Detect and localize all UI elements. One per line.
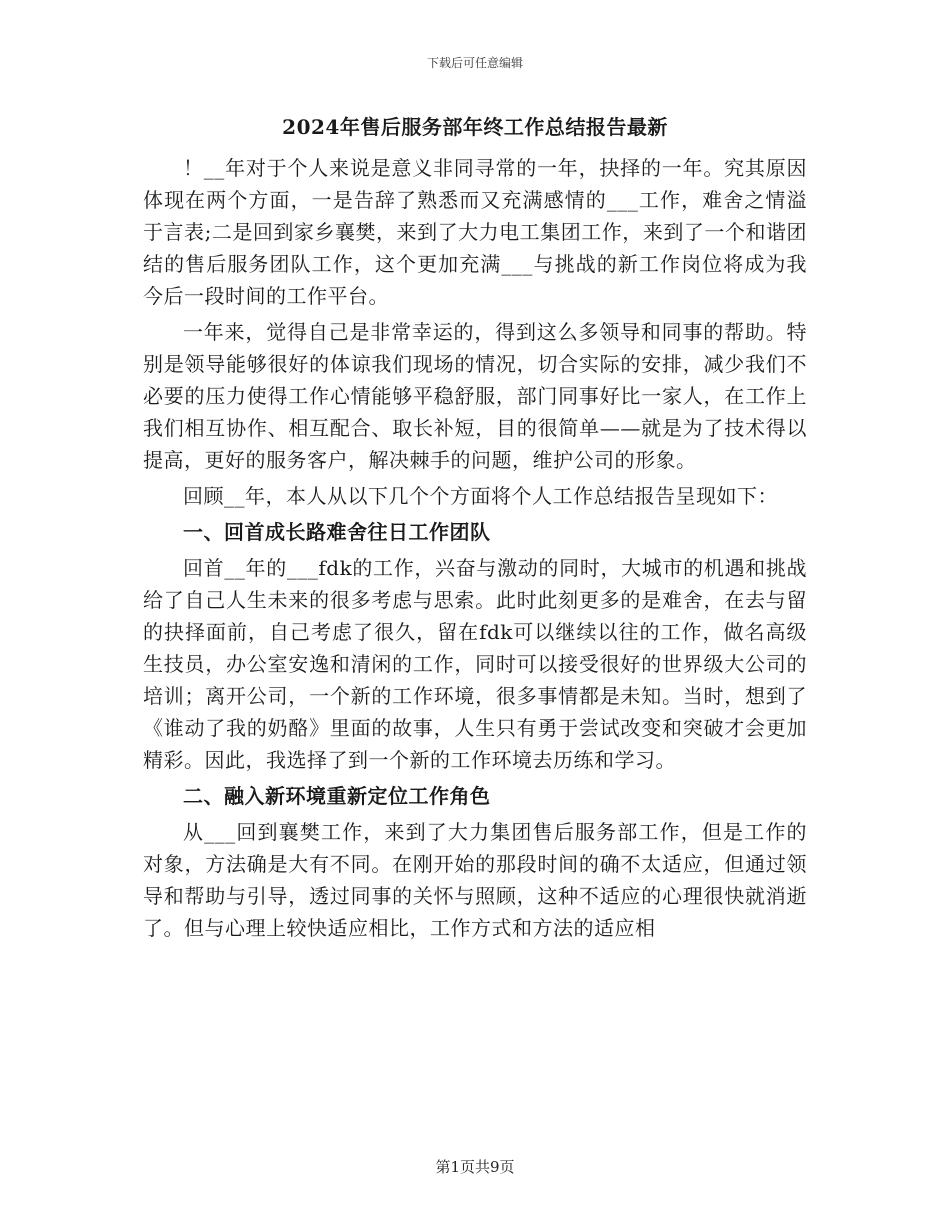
paragraph-intro: ！__年对于个人来说是意义非同寻常的一年，抉择的一年。究其原因体现在两个方面，一是告辞了熟悉而又充满感情的___工作，难舍之情溢于言表;二是回到家乡襄樊，来到了大力电工集团工作，来到了一个和谐团结的售后服务团队工作，这个更加充满___与挑战的新工作岗位将成为我今后一段时间的工作平台。 (143, 156, 807, 308)
paragraph-overview: 回顾__年，本人从以下几个个方面将个人工作总结报告呈现如下： (183, 484, 778, 508)
document-body (143, 112, 807, 948)
section-heading-2: 二、融入新环境重新定位工作角色 (183, 784, 491, 808)
section-heading-1: 一、回首成长路难舍往日工作团队 (183, 520, 491, 544)
page-number: 第1页共9页 (435, 1158, 515, 1176)
paragraph-section-2: 从___回到襄樊工作，来到了大力集团售后服务部工作，但是工作的对象，方法确是大有不同。在刚开始的那段时间的确不太适应，但通过领导和帮助与引导，透过同事的关怀与照顾，这种不适应的心理很快就消逝了。但与心理上较快适应相比，工作方式和方法的适应相 (143, 820, 807, 940)
page-header-note: 下载后可任意编辑 (426, 56, 523, 70)
paragraph-section-1: 回首__年的___fdk的工作，兴奋与激动的同时，大城市的机遇和挑战给了自己人生未来的很多考虑与思索。此时此刻更多的是难舍，在去与留的抉择面前，自己考虑了很久，留在fdk可以继续以往的工作，做名高级生技员，办公室安逸和清闲的工作，同时可以接受很好的世界级大公司的培训；离开公司，一个新的工作环境，很多事情都是未知。当时，想到了《谁动了我的奶酪》里面的故事，人生只有勇于尝试改变和突破才会更加精彩。因此，我选择了到一个新的工作环境去历练和学习。 (143, 556, 807, 772)
paragraph-gratitude: 一年来，觉得自己是非常幸运的，得到这么多领导和同事的帮助。特别是领导能够很好的体谅我们现场的情况，切合实际的安排，减少我们不必要的压力使得工作心情能够平稳舒服，部门同事好比一家人，在工作上我们相互协作、相互配合、取长补短，目的很简单——就是为了技术得以提高，更好的服务客户，解决棘手的问题，维护公司的形象。 (143, 320, 807, 472)
document-title: 2024年售后服务部年终工作总结报告最新 (282, 115, 668, 139)
